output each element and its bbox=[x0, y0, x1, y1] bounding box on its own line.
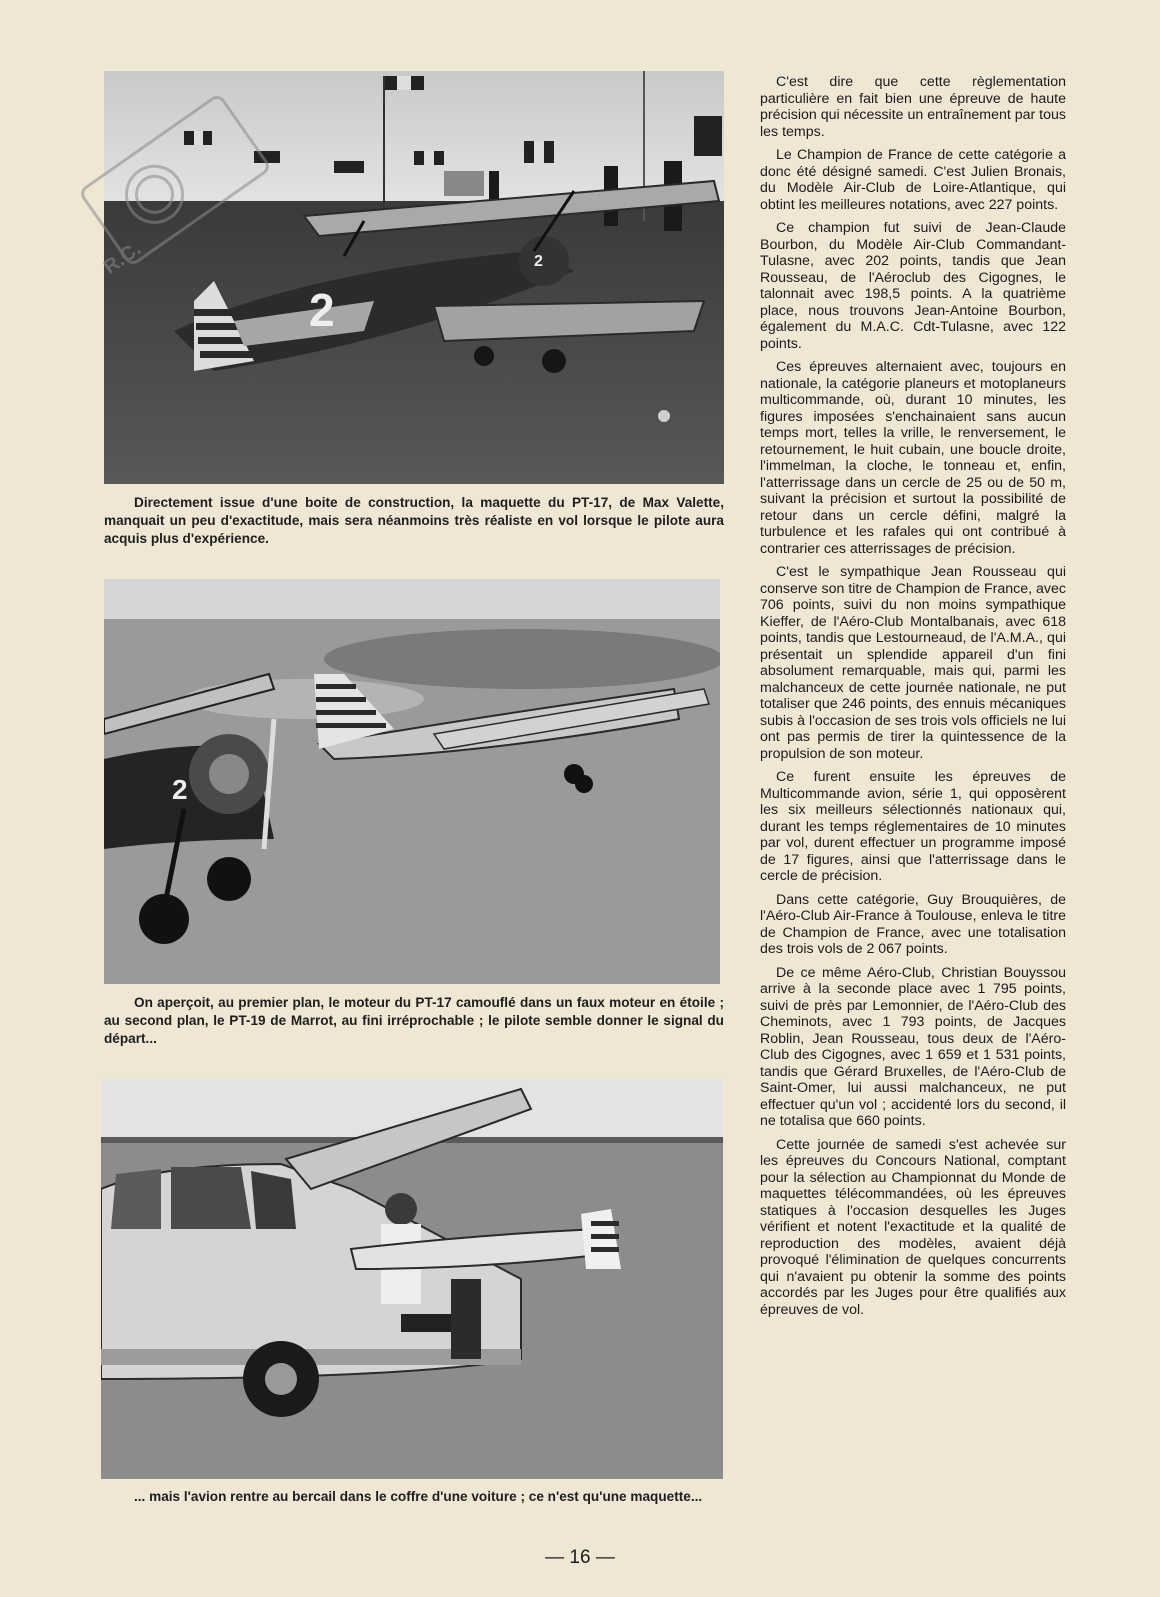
article-paragraph-7: Dans cette catégorie, Guy Brouquières, de l'Aéro-Club Air-France à Toulouse, enleva le titre de Champion de France, avec une totalisation des trois vols de 2 067 points. bbox=[760, 891, 1066, 957]
caption-photo-2: On aperçoit, au premier plan, le moteur du PT-17 camouflé dans un faux moteur en étoile ; au second plan, le PT-19 de Marrot, au fini irréprochable ; le pilote semble donner le signal du départ... bbox=[104, 995, 724, 1046]
page-number: — 16 — bbox=[545, 1547, 615, 1568]
article-paragraph-1: C'est dire que cette règlementation particulière en fait bien une épreuve de haute précision qui nécessite un entraînement par tous les temps. bbox=[760, 74, 1067, 140]
article-paragraph-2: Le Champion de France de cette catégorie a donc été désigné samedi. C'est Julien Bronais, du Modèle Air-Club de Loire-Atlantique, qui obtint les meilleures notations, avec 227 points. bbox=[760, 147, 1066, 213]
article-paragraph-6: Ce furent ensuite les épreuves de Multicommande avion, série 1, qui opposèrent les six meilleurs sélectionnés nationaux qui, durant les temps réglementaires de 10 minutes par vol, durent effectuer un programme imposé de 17 figures, ainsi que l'atterrissage dans le cercle de précision. bbox=[760, 769, 1066, 884]
article-paragraph-5: C'est le sympathique Jean Rousseau qui conserve son titre de Champion de France, avec 706 points, suivi du non moins sympathique Kieffer, de l'Aéro-Club Montalbanais, avec 618 points, tandis que Lestourneaud, de l'A.M.A., qui présentait un splendide appareil d'un fini absolument remarquable, mais qui, parmi les malchanceux de cette journée nationale, ne put totaliser que 246 points, des ennuis mécaniques subis à l'occasion de ses trois vols officiels ne lui ont pas permis de tirer la quintessence de la propulsion de son moteur. bbox=[760, 564, 1066, 762]
photo-pt17-pt19 bbox=[104, 579, 720, 984]
plane-marking-2: 2 bbox=[309, 284, 335, 336]
article-paragraph-8: De ce même Aéro-Club, Christian Bouyssou arrive à la seconde place avec 1 795 points, suivi de près par Lemonnier, de l'Aéro-Club des Cheminots, avec 1 793 points, de Jacques Roblin, Jean Rousseau, tous deux de l'Aéro-Club des Cigognes, avec 1 659 et 1 531 points, tandis que Gérard Bruxelles, de l'Aéro-Club de Saint-Omer, lui aussi malchanceux, ne put effectuer qu'un vol ; accidenté lors du second, il ne totalisa que 660 points. bbox=[760, 964, 1066, 1129]
article-paragraph-4: Ces épreuves alternaient avec, toujours en nationale, la catégorie planeurs et motoplaneurs multicommande, où, durant 10 minutes, les figures imposées s'enchainaient sans aucun temps mort, telles la vrille, le renversement, le retournement, le huit cubain, une boucle droite, l'immelman, la cloche, le tonneau et, enfin, l'atterrissage dans un cercle de 25 ou de 50 m, suivant la précision et surtout la possibilité de retour dans un cercle défini, malgré la turbulence et les rafales qui ont contribué à contrarier ces atterrissages de précision. bbox=[760, 359, 1066, 557]
photo-car-trunk bbox=[101, 1079, 723, 1479]
article-paragraph-3: Ce champion fut suivi de Jean-Claude Bourbon, du Modèle Air-Club Commandant-Tulasne, avec 202 points, tandis que Jean Rousseau, de l'Aéroclub des Cigognes, le talonnait avec 198,5 points. A la quatrième place, nous trouvons Jean-Antoine Bourbon, également du M.A.C. Cdt-Tulasne, avec 122 points. bbox=[760, 220, 1066, 352]
plane-marking-2b: 2 bbox=[172, 774, 188, 805]
article-column bbox=[760, 74, 1066, 1325]
watermark-stamp bbox=[60, 75, 290, 285]
caption-photo-1: Directement issue d'une boite de construction, la maquette du PT-17, de Max Valette, manquait un peu d'exactitude, mais sera néanmoins très réaliste en vol lorsque le pilote aura acquis plus d'expérience. bbox=[104, 495, 724, 546]
watermark-text: R.C. bbox=[99, 237, 145, 279]
svg-text:2: 2 bbox=[534, 253, 543, 270]
article-paragraph-9: Cette journée de samedi s'est achevée sur les épreuves du Concours National, comptant pour la sélection au Championnat du Monde de maquettes télécommandées, où les épreuves statiques à l'occasion desquelles les Juges vérifient et notent l'exactitude et la qualité de reproduction des modèles, avaient déjà provoqué l'élimination de quelques concurrents qui n'avaient pu obtenir la somme des points accordés par les Juges pour être qualifiés aux épreuves de vol. bbox=[760, 1136, 1066, 1318]
caption-photo-3: ... mais l'avion rentre au bercail dans le coffre d'une voiture ; ce n'est qu'une maquette... bbox=[134, 1489, 703, 1504]
